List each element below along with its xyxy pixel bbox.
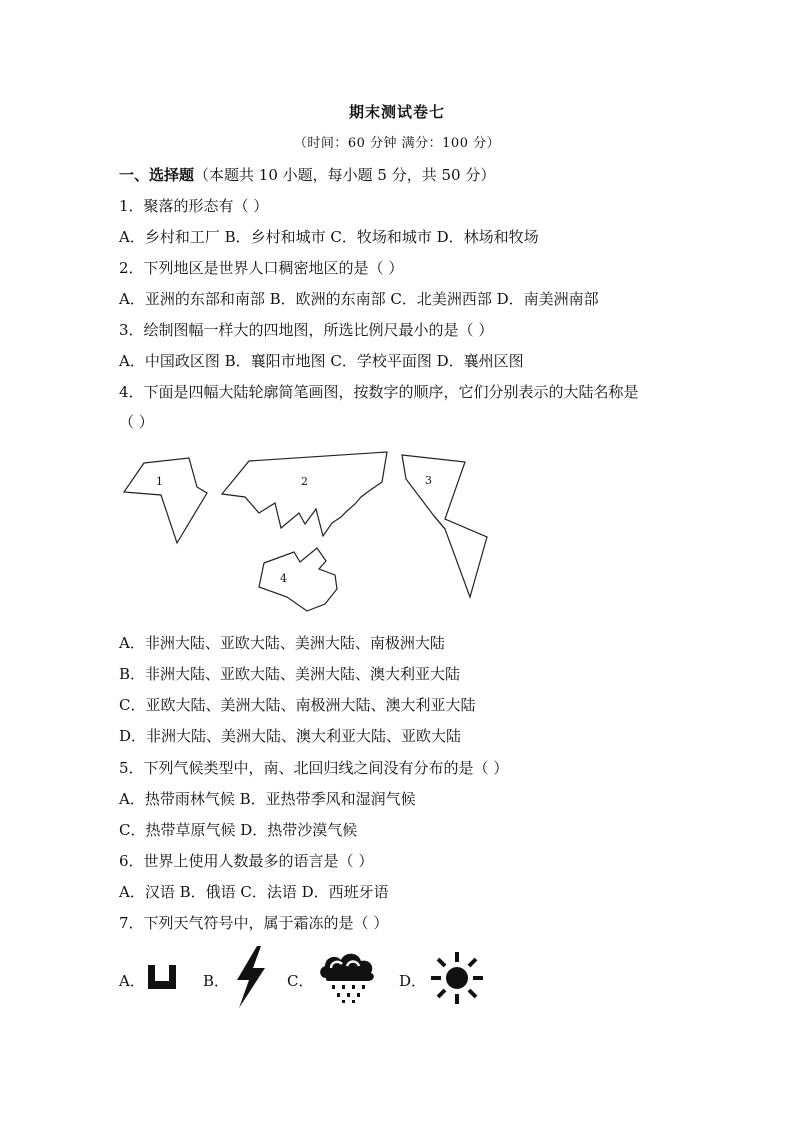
question-4-option-a: A．非洲大陆、亚欧大陆、美洲大陆、南极洲大陆 <box>119 634 445 652</box>
map-label-3: 3 <box>425 474 432 487</box>
question-7-stem: 7．下列天气符号中，属于霜冻的是（ ） <box>119 914 389 932</box>
question-7-options <box>119 944 519 1010</box>
lightning-icon <box>231 944 271 1010</box>
question-4-option-d: D．非洲大陆、美洲大陆、澳大利亚大陆、亚欧大陆 <box>119 727 462 745</box>
section-title: 一、选择题 <box>119 166 195 184</box>
map-label-2: 2 <box>301 475 308 488</box>
map-label-4: 4 <box>280 572 287 585</box>
continent-outline-figure <box>119 449 495 615</box>
option-c-label: C． <box>287 972 314 990</box>
option-b-label: B． <box>203 972 230 990</box>
question-5-stem: 5．下列气候类型中，南、北回归线之间没有分布的是（ ） <box>119 759 509 777</box>
question-4-stem-cont: （ ） <box>119 413 154 431</box>
question-4-option-b: B．非洲大陆、亚欧大陆、美洲大陆、澳大利亚大陆 <box>119 665 461 683</box>
question-2-stem: 2．下列地区是世界人口稠密地区的是（ ） <box>119 259 404 277</box>
question-1-stem: 1．聚落的形态有（ ） <box>119 197 269 215</box>
question-4-stem: 4．下面是四幅大陆轮廓简笔画图，按数字的顺序，它们分别表示的大陆名称是 <box>119 383 639 401</box>
section-note: （本题共 10 小题，每小题 5 分，共 50 分） <box>194 166 496 184</box>
frost-symbol-icon <box>145 962 179 992</box>
question-6-options: A．汉语 B．俄语 C．法语 D．西班牙语 <box>119 883 389 901</box>
question-3-options: A．中国政区图 B．襄阳市地图 C．学校平面图 D．襄州区图 <box>119 352 524 370</box>
question-3-stem: 3．绘制图幅一样大的四地图，所选比例尺最小的是（ ） <box>119 321 494 339</box>
sun-icon <box>429 950 485 1006</box>
exam-info: （时间：60 分钟 满分：100 分） <box>293 136 501 151</box>
rain-cloud-icon <box>316 948 378 1004</box>
question-5-options-ab: A．热带雨林气候 B．亚热带季风和湿润气候 <box>119 790 416 808</box>
page-title: 期末测试卷七 <box>348 103 445 121</box>
question-4-option-c: C．亚欧大陆、美洲大陆、南极洲大陆、澳大利亚大陆 <box>119 696 476 714</box>
question-5-options-cd: C．热带草原气候 D．热带沙漠气候 <box>119 821 358 839</box>
option-d-label: D． <box>399 972 427 990</box>
question-2-options: A．亚洲的东部和南部 B．欧洲的东南部 C．北美洲西部 D．南美洲南部 <box>119 290 599 308</box>
question-6-stem: 6．世界上使用人数最多的语言是（ ） <box>119 852 374 870</box>
section-heading <box>119 165 689 185</box>
option-a-label: A． <box>119 972 145 990</box>
map-label-1: 1 <box>156 475 163 488</box>
question-1-options: A．乡村和工厂 B．乡村和城市 C．牧场和城市 D．林场和牧场 <box>119 228 539 246</box>
